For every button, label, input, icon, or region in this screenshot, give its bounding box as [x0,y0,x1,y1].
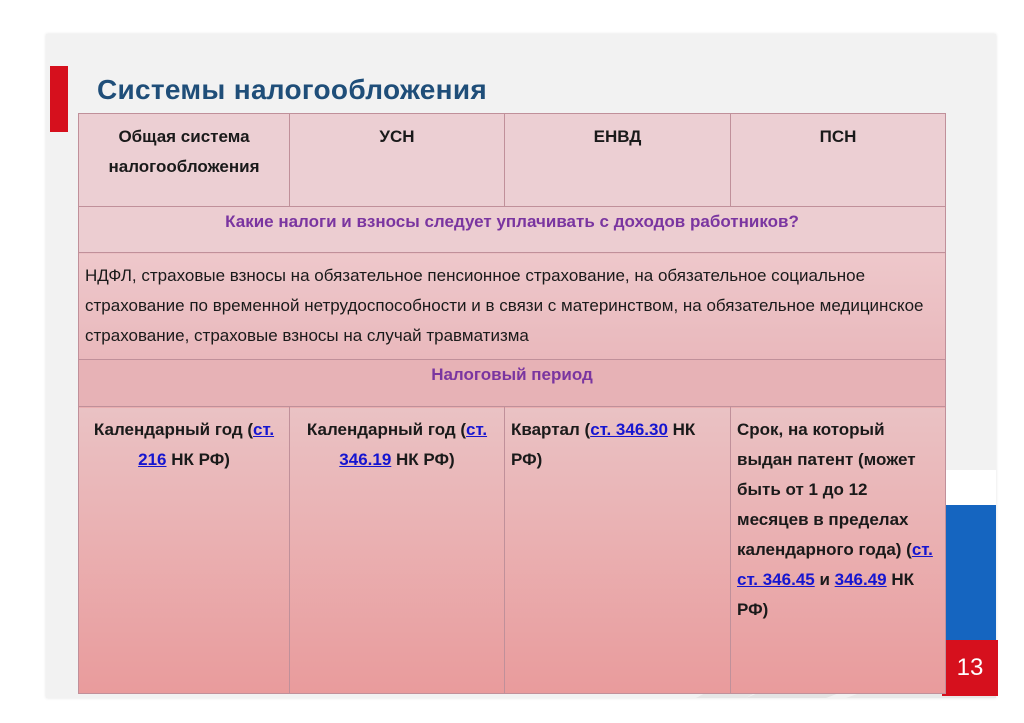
question-row [79,207,946,253]
period-psn-text: Срок, на который выдан патент (может быть от 1 до 12 месяцев в пределах календарного года) ( [737,420,916,559]
header-osn: Общая система налогообложения [79,114,290,207]
period-values-row [79,407,946,694]
header-envd: ЕНВД [505,114,731,207]
header-usn: УСН [290,114,505,207]
link-st-346-49[interactable]: 346.49 [834,570,887,589]
period-osn-text: Календарный год ( [93,420,254,439]
period-envd-suffix: НК РФ) [511,420,696,469]
tax-systems-table [78,113,946,694]
header-psn: ПСН [731,114,946,207]
link-st-346-30[interactable]: ст. 346.30 [590,420,668,439]
answer-text: НДФЛ, страховые взносы на обязательное пенсионное страхование, на обязательное социальное страхование по временной нетрудоспособности и в связи с материнством, на обязательное медицинское страхование, страховые взносы на случай травматизма [79,253,946,360]
period-psn-suffix: НК РФ) [737,570,915,619]
period-usn-suffix: НК РФ) [391,450,455,469]
period-psn-mid: и [814,570,835,589]
link-st-346-19[interactable]: ст. 346.19 [339,420,488,469]
title-accent-bar [50,66,68,132]
period-osn-suffix: НК РФ) [166,450,230,469]
answer-row [79,253,946,360]
link-st-346-45[interactable]: ст. ст. 346.45 [737,540,933,589]
period-label: Налоговый период [79,360,946,407]
period-label-row [79,360,946,407]
period-envd-text: Квартал ( [511,420,591,439]
period-osn [79,407,290,694]
flag-blue-stripe [946,505,996,642]
period-psn [731,407,946,694]
period-usn-text: Календарный год ( [306,420,467,439]
header-row [79,114,946,207]
period-usn [290,407,505,694]
page-number: 13 [956,654,984,681]
link-st-216[interactable]: ст. 216 [138,420,275,469]
period-envd [505,407,731,694]
question-text: Какие налоги и взносы следует уплачивать с доходов работников? [79,207,946,253]
slide-title: Системы налогообложения [97,74,487,105]
flag-white-stripe [946,470,996,506]
